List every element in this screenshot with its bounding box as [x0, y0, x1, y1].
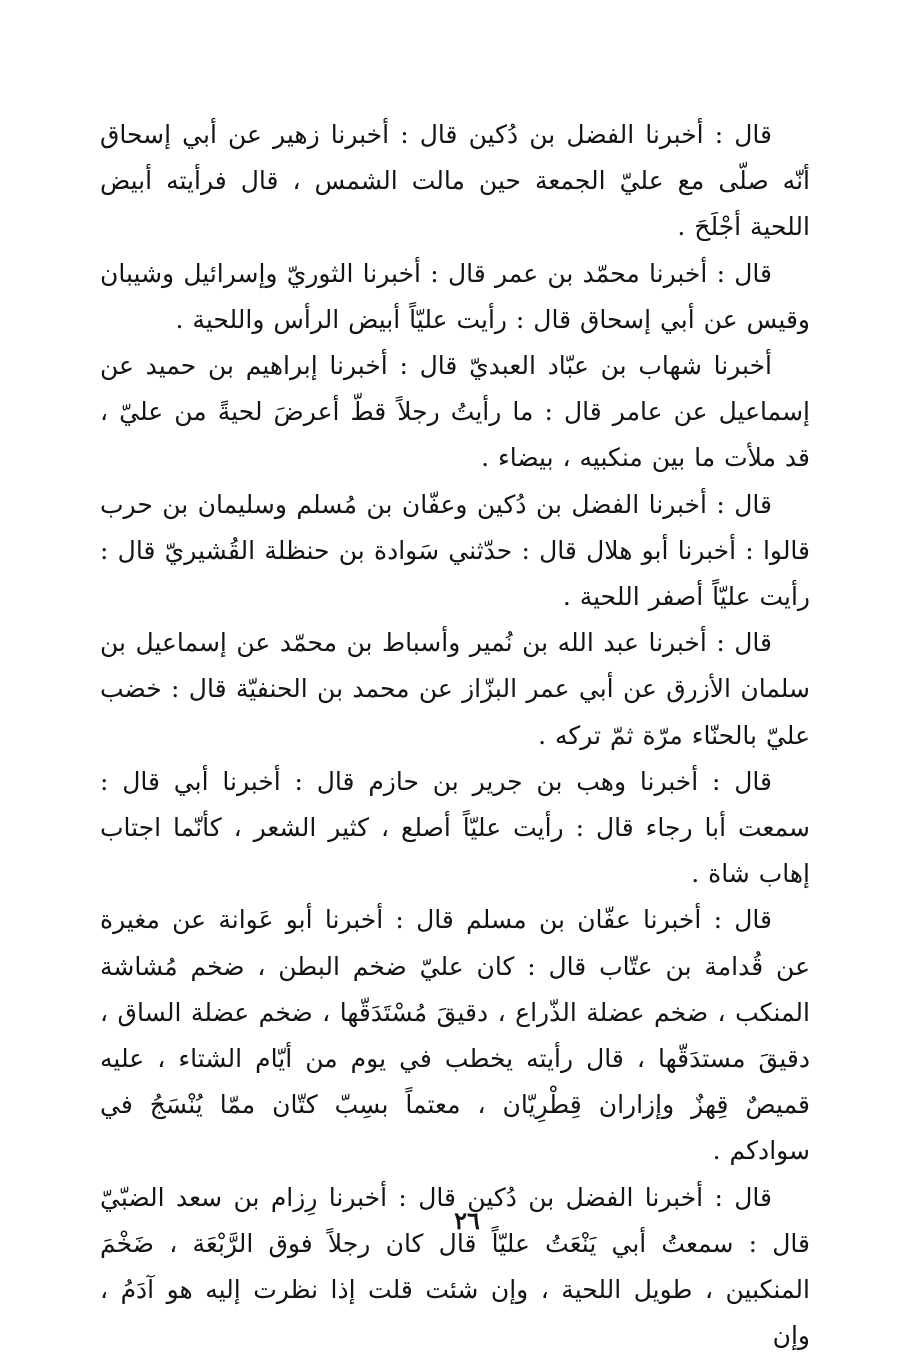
paragraph-3: أخبرنا شهاب بن عبّاد العبديّ قال : أخبرنا إبراهيم بن حميد عن إسماعيل عن عامر قال : ما رأيتُ رجلاً قطّ أعرضَ لحيةً من عليّ ، قد ملأت ما بين منكبيه ، بيضاء . — [100, 351, 810, 473]
page-number: ٢٦ — [454, 1206, 480, 1235]
paragraph-2: قال : أخبرنا محمّد بن عمر قال : أخبرنا الثوريّ وإسرائيل وشيبان وقيس عن أبي إسحاق قال : رأيت عليّاً أبيض الرأس واللحية . — [100, 258, 810, 334]
paragraph-5: قال : أخبرنا عبد الله بن نُمير وأسباط بن محمّد عن إسماعيل بن سلمان الأزرق عن أبي عمر البزّاز عن محمد بن الحنفيّة قال : خضب عليّ بالحنّاء مرّة ثمّ تركه . — [100, 628, 810, 750]
paragraph-8: قال : أخبرنا الفضل بن دُكين قال : أخبرنا رِزام بن سعد الضبّيّ قال : سمعتُ أبي يَنْعَتُ عليّاً قال كان رجلاً فوق الرَّبْعَة ، ضَخْمَ المنكبين ، طويل اللحية ، وإن شئت قلت إذا نظرت إليه هو آدَمُ ، وإن — [100, 1182, 810, 1351]
paragraph-6: قال : أخبرنا وهب بن جرير بن حازم قال : أخبرنا أبي قال : سمعت أبا رجاء قال : رأيت عليّاً أصلع ، كثير الشعر ، كأنّما اجتاب إهاب شاة . — [100, 766, 810, 889]
paragraph-7: قال : أخبرنا عفّان بن مسلم قال : أخبرنا أبو عَوانة عن مغيرة عن قُدامة بن عتّاب قال : كان عليّ ضخم البطن ، ضخم مُشاشة المنكب ، ضخم عضلة الذّراع ، دقيقَ مُسْتَدَقّها ، ضخم عضلة الساق ، دقيقَ مستدَقّها ، قال رأيته يخطب في يوم من أيّام الشتاء ، عليه قميصٌ قِهزٌ وإزاران قِطْرِيّان ، معتماً بسِبّ كتّان ممّا يُنْسَجُ في سوادكم . — [100, 905, 810, 1166]
paragraph-1: قال : أخبرنا الفضل بن دُكين قال : أخبرنا زهير عن أبي إسحاق أنّه صلّى مع عليّ الجمعة حين مالت الشمس ، قال فرأيته أبيض اللحية أجْلَحَ . — [100, 120, 810, 242]
paragraph-4: قال : أخبرنا الفضل بن دُكين وعفّان بن مُسلم وسليمان بن حرب قالوا : أخبرنا أبو هلال قال : حدّثني سَوادة بن حنظلة القُشيريّ قال : رأيت عليّاً أصفر اللحية . — [100, 489, 810, 612]
page-text — [100, 112, 810, 1359]
